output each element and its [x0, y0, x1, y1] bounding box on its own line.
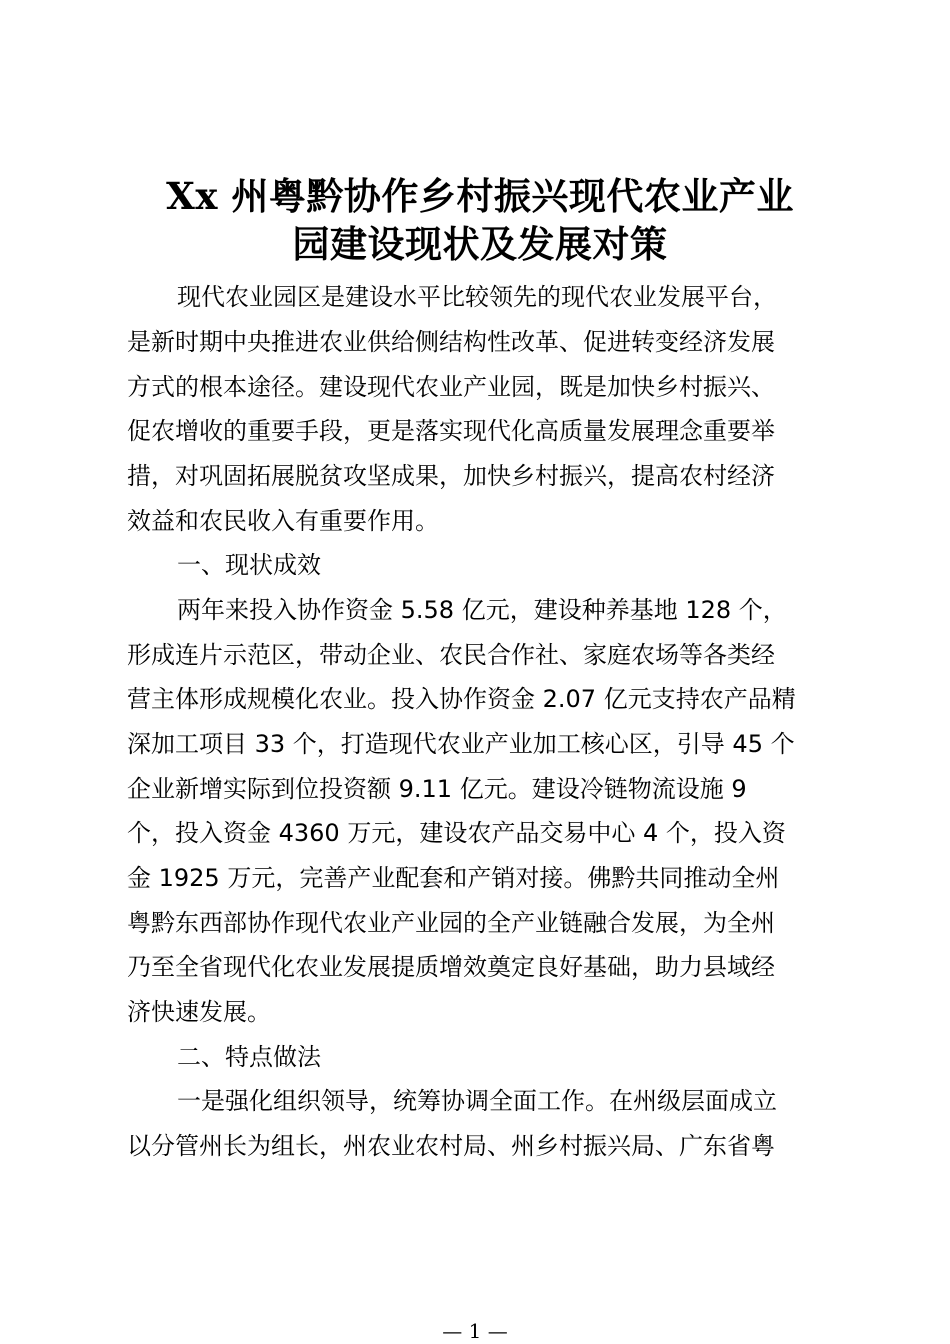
body-line-5: 措，对巩固拓展脱贫攻坚成果，加快乡村振兴，提高农村经济 — [127, 462, 775, 490]
body-line-8: 两年来投入协作资金 5.58 亿元，建设种养基地 128 个， — [177, 596, 787, 624]
body-line-13: 个，投入资金 4360 万元，建设农产品交易中心 4 个，投入资 — [127, 819, 786, 847]
body-line-12: 企业新增实际到位投资额 9.11 亿元。建设冷链物流设施 9 — [127, 775, 747, 803]
document-title-line-1: Xx 州粤黔协作乡村振兴现代农业产业 — [166, 174, 794, 218]
body-line-15: 粤黔东西部协作现代农业产业园的全产业链融合发展，为全州 — [127, 909, 775, 937]
body-line-3: 方式的根本途径。建设现代农业产业园，既是加快乡村振兴、 — [127, 373, 775, 401]
body-line-9: 形成连片示范区，带动企业、农民合作社、家庭农场等各类经 — [127, 641, 775, 669]
body-line-2: 是新时期中央推进农业供给侧结构性改革、促进转变经济发展 — [127, 328, 775, 356]
body-line-14: 金 1925 万元，完善产业配套和产销对接。佛黔共同推动全州 — [127, 864, 780, 892]
body-line-19: 一是强化组织领导，统筹协调全面工作。在州级层面成立 — [177, 1087, 777, 1115]
body-line-1: 现代农业园区是建设水平比较领先的现代农业发展平台， — [177, 283, 777, 311]
body-line-16: 乃至全省现代化农业发展提质增效奠定良好基础，助力县域经 — [127, 953, 775, 981]
body-line-6: 效益和农民收入有重要作用。 — [127, 507, 439, 535]
body-line-11: 深加工项目 33 个，打造现代农业产业加工核心区，引导 45 个 — [127, 730, 795, 758]
section-heading-1: 一、现状成效 — [177, 551, 321, 579]
body-line-20: 以分管州长为组长，州农业农村局、州乡村振兴局、广东省粤 — [127, 1132, 775, 1160]
body-line-4: 促农增收的重要手段，更是落实现代化高质量发展理念重要举 — [127, 417, 775, 445]
page-number: — 1 — — [442, 1319, 508, 1343]
body-line-10: 营主体形成规模化农业。投入协作资金 2.07 亿元支持农产品精 — [127, 685, 796, 713]
body-line-17: 济快速发展。 — [127, 998, 271, 1026]
document-title-line-2: 园建设现状及发展对策 — [292, 222, 668, 266]
section-heading-2: 二、特点做法 — [177, 1043, 321, 1071]
